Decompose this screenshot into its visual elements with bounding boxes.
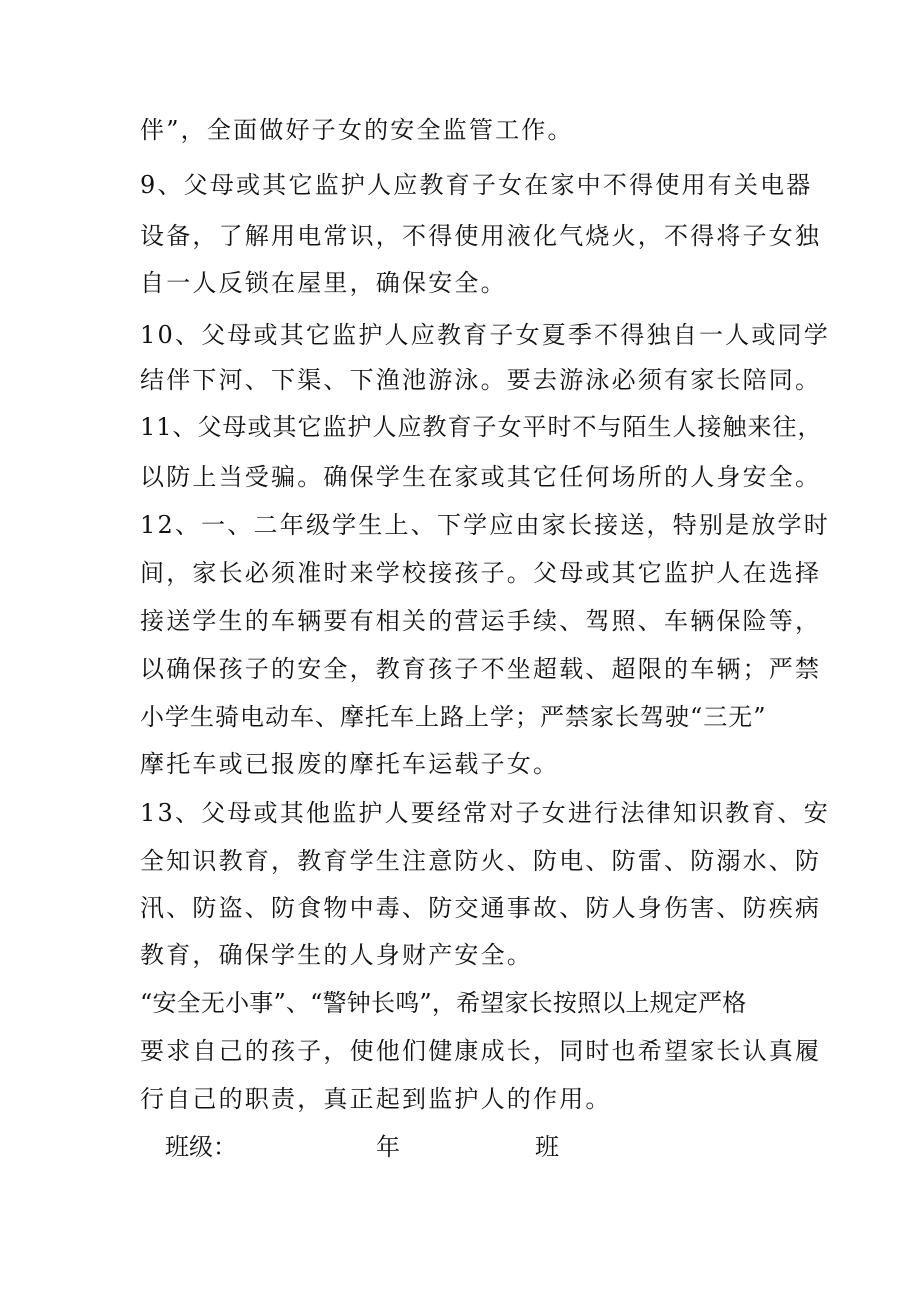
text-line: 行自己的职责，真正起到监护人的作用。 (140, 1085, 612, 1113)
text-line: 摩托车或已报废的摩托车运载子女。 (140, 750, 560, 778)
text-line: 9、父母或其它监护人应教育子女在家中不得使用有关电器 (140, 171, 813, 199)
text-line: 11、父母或其它监护人应教育子女平时不与陌生人接触来往， (140, 413, 823, 441)
text-line: 设备，了解用电常识，不得使用液化气烧火，不得将子女独 (140, 222, 822, 250)
text-line: 13、父母或其他监护人要经常对子女进行法律知识教育、安 (140, 799, 830, 827)
class-label: 班级： (165, 1133, 237, 1161)
text-line: 以防上当受骗。确保学生在家或其它任何场所的人身安全。 (140, 463, 822, 491)
text-line: 间，家长必须准时来学校接孩子。父母或其它监护人在选择 (140, 559, 822, 587)
text-line: 小学生骑电动车、摩托车上路上学；严禁家长驾驶“三无” (140, 703, 767, 731)
text-line: 12、一、二年级学生上、下学应由家长接送，特别是放学时 (140, 511, 830, 539)
text-line: 教育，确保学生的人身财产安全。 (140, 941, 533, 969)
text-line: 以确保孩子的安全，教育孩子不坐超载、超限的车辆；严禁 (140, 655, 822, 683)
text-line: 自一人反锁在屋里，确保安全。 (140, 269, 507, 297)
text-line: 结伴下河、下渠、下渔池游泳。要去游泳必须有家长陪同。 (140, 366, 822, 394)
text-line: 汛、防盗、防食物中毒、防交通事故、防人身伤害、防疾病 (140, 894, 822, 922)
year-label: 年 (376, 1133, 400, 1161)
text-line: 伴”，全面做好子女的安全监管工作。 (140, 116, 574, 144)
class-suffix-label: 班 (535, 1133, 559, 1161)
text-line: 要求自己的孩子，使他们健康成长，同时也希望家长认真履 (140, 1037, 822, 1065)
signature-line (0, 1130, 920, 1166)
text-line: “安全无小事”、“警钟长鸣”，希望家长按照以上规定严格 (140, 989, 747, 1017)
text-line: 接送学生的车辆要有相关的营运手续、驾照、车辆保险等， (140, 607, 822, 635)
text-line: 10、父母或其它监护人应教育子女夏季不得独自一人或同学 (140, 321, 830, 349)
text-line: 全知识教育，教育学生注意防火、防电、防雷、防溺水、防 (140, 847, 822, 875)
